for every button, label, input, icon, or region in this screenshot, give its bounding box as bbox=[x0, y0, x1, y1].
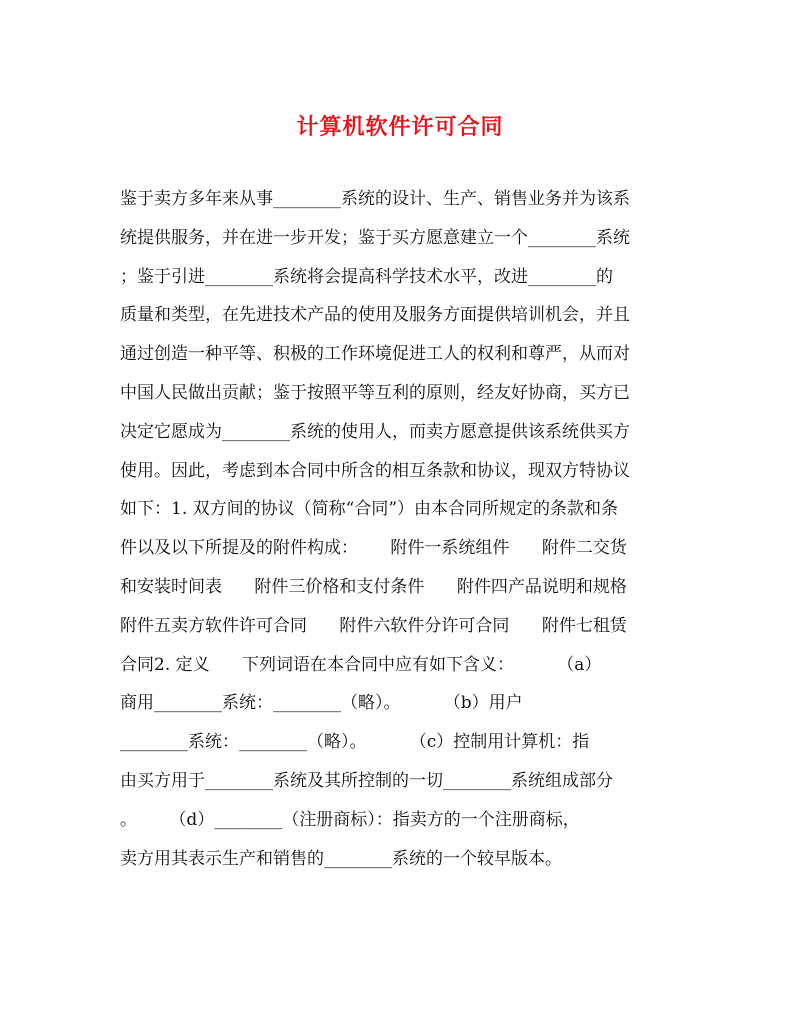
body-line-11: 和安装时间表 附件三价格和支付条件 附件四产品说明和规格 bbox=[120, 576, 627, 597]
body-line-8: 使用。因此，考虑到本合同中所含的相互条款和协议，现双方特协议 bbox=[120, 460, 630, 481]
body-line-7: 决定它愿成为________系统的使用人，而卖方愿意提供该系统供买方 bbox=[120, 421, 630, 442]
body-line-17: 。 （d）________（注册商标）：指卖方的一个注册商标， bbox=[120, 809, 580, 830]
body-line-2: 统提供服务，并在进一步开发；鉴于买方愿意建立一个________系统 bbox=[120, 227, 630, 248]
body-line-6: 中国人民做出贡献；鉴于按照平等互利的原则，经友好协商，买方已 bbox=[120, 382, 630, 403]
body-line-9: 如下：1. 双方间的协议（简称“合同”）由本合同所规定的条款和条 bbox=[120, 499, 619, 520]
document-body bbox=[120, 180, 680, 878]
body-line-4: 质量和类型，在先进技术产品的使用及服务方面提供培训机会，并且 bbox=[120, 305, 630, 326]
body-line-10: 件以及以下所提及的附件构成： 附件一系统组件 附件二交货 bbox=[120, 538, 627, 559]
document-title: 计算机软件许可合同 bbox=[296, 114, 504, 140]
body-line-16: 由买方用于________系统及其所控制的一切________系统组成部分 bbox=[120, 770, 613, 791]
body-line-13: 合同2. 定义 下列词语在本合同中应有如下含义： （a） bbox=[120, 654, 602, 675]
body-line-1: 鉴于卖方多年来从事________系统的设计、生产、销售业务并为该系 bbox=[120, 189, 630, 209]
body-line-12: 附件五卖方软件许可合同 附件六软件分许可合同 附件七租赁 bbox=[120, 615, 627, 636]
body-line-14: 商用________系统：________（略）。 （b）用户 bbox=[120, 693, 523, 714]
body-line-3: ；鉴于引进________系统将会提高科学技术水平，改进________的 bbox=[120, 266, 613, 287]
body-line-15: ________系统：________（略）。 （c）控制用计算机：指 bbox=[120, 732, 590, 753]
body-line-18: 卖方用其表示生产和销售的________系统的一个较早版本。 bbox=[120, 848, 562, 869]
body-line-5: 通过创造一种平等、积极的工作环境促进工人的权利和尊严，从而对 bbox=[120, 344, 630, 365]
